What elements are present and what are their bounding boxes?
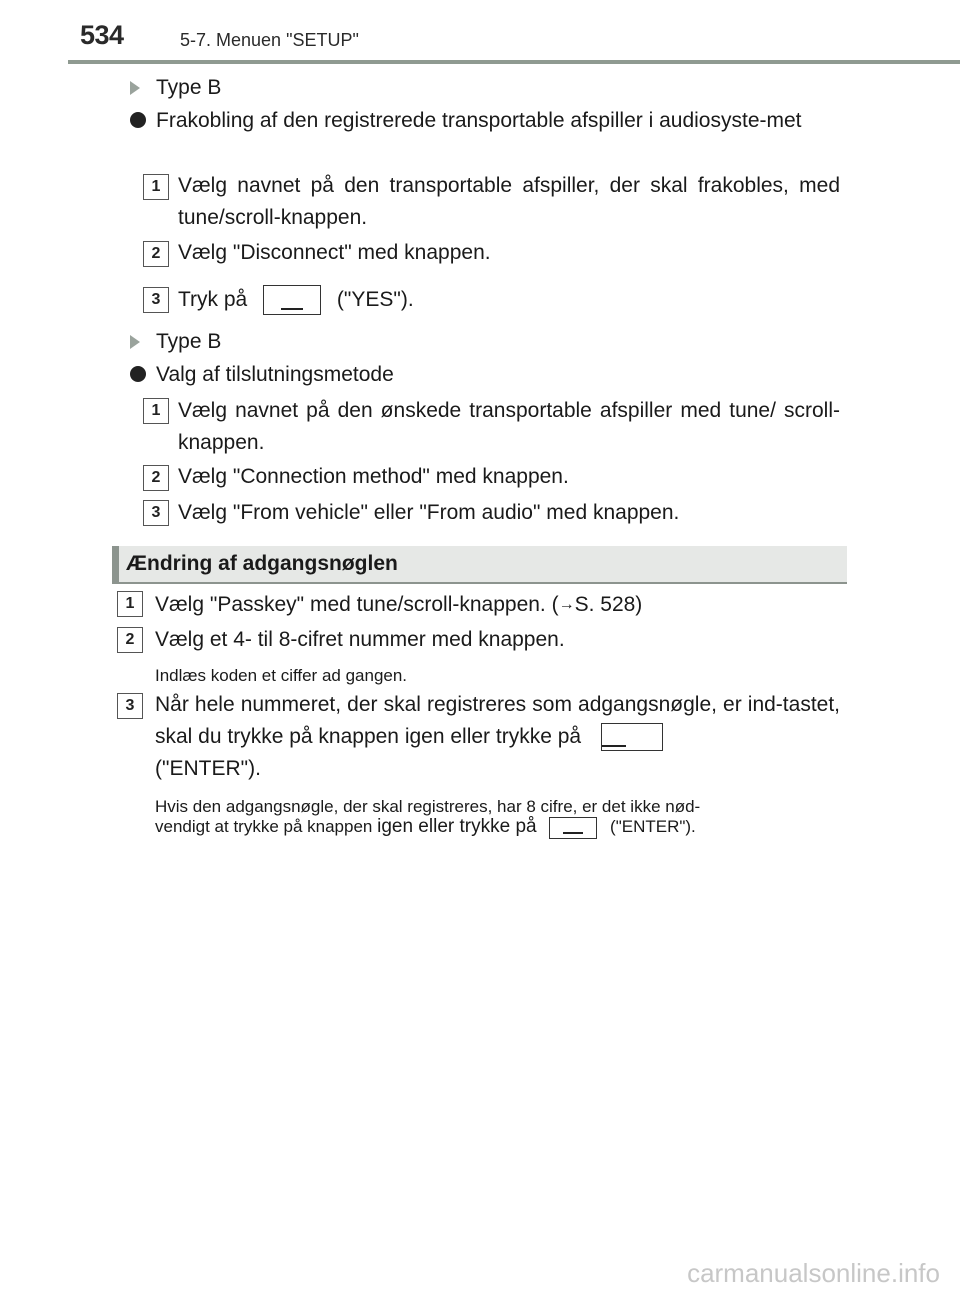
type-label xyxy=(130,76,221,100)
type-label xyxy=(130,330,221,354)
step-number: 1 xyxy=(117,591,143,617)
watermark: carmanualsonline.info xyxy=(687,1258,940,1288)
note-text: vendigt at trykke på knappen xyxy=(155,817,373,836)
step-number: 3 xyxy=(143,287,169,313)
step-text-before: Vælg "Passkey" med tune/scroll-knappen. ( xyxy=(155,593,559,616)
section-heading xyxy=(112,546,847,584)
step-text xyxy=(155,689,840,785)
section-title: 5-7. Menuen "SETUP" xyxy=(180,30,359,50)
bullet-item xyxy=(130,359,840,391)
note-text: igen eller trykke på xyxy=(377,816,537,837)
bullet-icon xyxy=(130,112,146,128)
heading-text: Ændring af adgangsnøglen xyxy=(126,552,398,575)
bullet-text: Valg af tilslutningsmetode xyxy=(156,363,394,386)
step-text xyxy=(155,589,845,621)
type-label-text: Type B xyxy=(156,76,222,99)
step-number: 2 xyxy=(143,465,169,491)
step-text: Vælg "From vehicle" eller "From audio" med knappen. xyxy=(178,501,680,524)
arrow-icon: → xyxy=(558,596,575,613)
step-number: 3 xyxy=(117,693,143,719)
step-text: Vælg "Disconnect" med knappen. xyxy=(178,241,491,264)
step-text-before: Tryk på xyxy=(178,288,248,311)
step-text: Vælg et 4- til 8-cifret nummer med knappen. xyxy=(155,628,565,651)
step-text-main: Når hele nummeret, der skal registreres som adgangsnøgle, er ind-tastet, skal du trykke på knappen igen eller trykke på xyxy=(155,693,840,748)
step-number: 3 xyxy=(143,500,169,526)
note-text: ("ENTER"). xyxy=(610,817,696,836)
step-text: Vælg "Connection method" med knappen. xyxy=(178,465,569,488)
step-number: 2 xyxy=(117,627,143,653)
heading-accent xyxy=(112,546,119,582)
step-text: Vælg navnet på den ønskede transportable afspiller med tune/ scroll-knappen. xyxy=(178,399,840,454)
triangle-icon xyxy=(130,81,140,95)
step-text xyxy=(178,284,840,316)
step-text-after: ("ENTER"). xyxy=(155,757,261,780)
step-text: Vælg navnet på den transportable afspiller, der skal frakobles, med tune/scroll-knappen. xyxy=(178,174,840,229)
enter-button-icon xyxy=(549,817,597,839)
bullet-item xyxy=(130,105,840,137)
step-note: Hvis den adgangsnøgle, der skal registreres, har 8 cifre, er det ikke nød- xyxy=(155,797,701,816)
page-header xyxy=(0,0,960,70)
bullet-text: Frakobling af den registrerede transportable afspiller i audiosyste-met xyxy=(156,109,802,132)
bullet-icon xyxy=(130,366,146,382)
step-number: 1 xyxy=(143,174,169,200)
step-note xyxy=(155,816,845,839)
page-number: 534 xyxy=(80,20,124,50)
step-number: 2 xyxy=(143,241,169,267)
step-text-after: S. 528) xyxy=(574,593,643,616)
step-text-after: ("YES"). xyxy=(336,288,414,311)
enter-button-icon xyxy=(601,723,663,751)
header-rule xyxy=(68,60,960,64)
step-number: 1 xyxy=(143,398,169,424)
step-note: Indlæs koden et ciffer ad gangen. xyxy=(155,666,408,685)
type-label-text: Type B xyxy=(156,330,222,353)
triangle-icon xyxy=(130,335,140,349)
yes-button-icon xyxy=(263,285,321,315)
